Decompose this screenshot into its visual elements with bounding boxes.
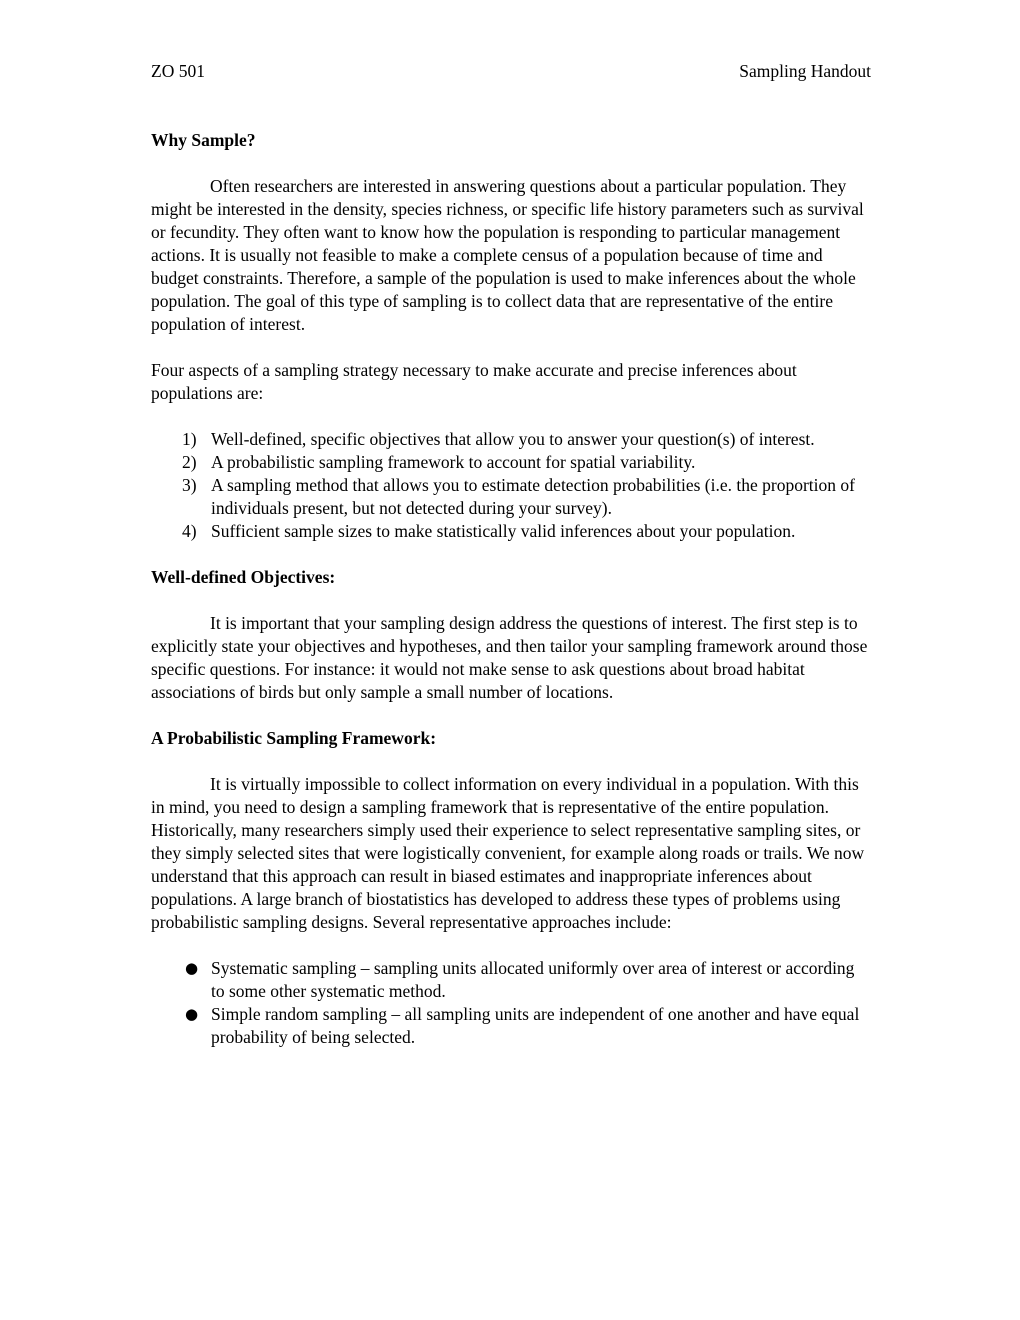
list-number: 1) bbox=[182, 429, 197, 449]
list-number: 3) bbox=[182, 475, 197, 495]
aspects-list bbox=[151, 428, 871, 543]
list-item-text: A probabilistic sampling framework to account for spatial variability. bbox=[211, 452, 696, 472]
document-page bbox=[151, 60, 871, 1049]
list-item bbox=[151, 957, 871, 1003]
paragraph-framework: It is virtually impossible to collect information on every individual in a population. With this in mind, you need to design a sampling framework that is representative of the entire population. Historically, many researchers simply used their experience to select representative sampling sites, or they simply selected sites that were logistically convenient, for example along roads or trails. We now understand that this approach can result in biased estimates and inappropriate inferences about populations. A large branch of biostatistics has developed to address these types of problems using probabilistic sampling designs. Several representative approaches include: bbox=[151, 774, 865, 932]
bullet-icon: ● bbox=[185, 1005, 199, 1023]
list-item-text: A sampling method that allows you to estimate detection probabilities (i.e. the proportion of individuals present, but not detected during your survey). bbox=[211, 475, 855, 518]
list-item bbox=[151, 428, 871, 451]
course-code: ZO 501 bbox=[151, 61, 205, 81]
paragraph-objectives: It is important that your sampling design address the questions of interest. The first step is to explicitly state your objectives and hypotheses, and then tailor your sampling framework around those specific questions. For instance: it would not make sense to ask questions about broad habitat associations of birds but only sample a small number of locations. bbox=[151, 613, 868, 702]
paragraph-four-aspects: Four aspects of a sampling strategy necessary to make accurate and precise inferences about populations are: bbox=[151, 360, 797, 403]
list-item-text: Well-defined, specific objectives that allow you to answer your question(s) of interest. bbox=[211, 429, 815, 449]
document-title: Sampling Handout bbox=[739, 61, 871, 81]
heading-objectives: Well-defined Objectives: bbox=[151, 567, 336, 587]
bullet-icon: ● bbox=[185, 959, 199, 977]
list-number: 4) bbox=[182, 521, 197, 541]
approaches-list bbox=[151, 957, 871, 1049]
list-item-text: Sufficient sample sizes to make statistically valid inferences about your population. bbox=[211, 521, 796, 541]
list-item bbox=[151, 451, 871, 474]
heading-why-sample: Why Sample? bbox=[151, 130, 256, 150]
list-number: 2) bbox=[182, 452, 197, 472]
list-item-text: Simple random sampling – all sampling units are independent of one another and have equal probability of being selected. bbox=[211, 1004, 860, 1047]
paragraph-why-sample-intro: Often researchers are interested in answering questions about a particular population. They might be interested in the density, species richness, or specific life history parameters such as survival or fecundity. They often want to know how the population is responding to particular management actions. It is usually not feasible to make a complete census of a population because of time and budget constraints. Therefore, a sample of the population is used to make inferences about the whole population. The goal of this type of sampling is to collect data that are representative of the entire population of interest. bbox=[151, 176, 864, 334]
list-item bbox=[151, 474, 871, 520]
heading-framework: A Probabilistic Sampling Framework: bbox=[151, 728, 437, 748]
page-header bbox=[151, 60, 871, 83]
list-item bbox=[151, 520, 871, 543]
list-item-text: Systematic sampling – sampling units allocated uniformly over area of interest or according to some other systematic method. bbox=[211, 958, 855, 1001]
list-item bbox=[151, 1003, 871, 1049]
